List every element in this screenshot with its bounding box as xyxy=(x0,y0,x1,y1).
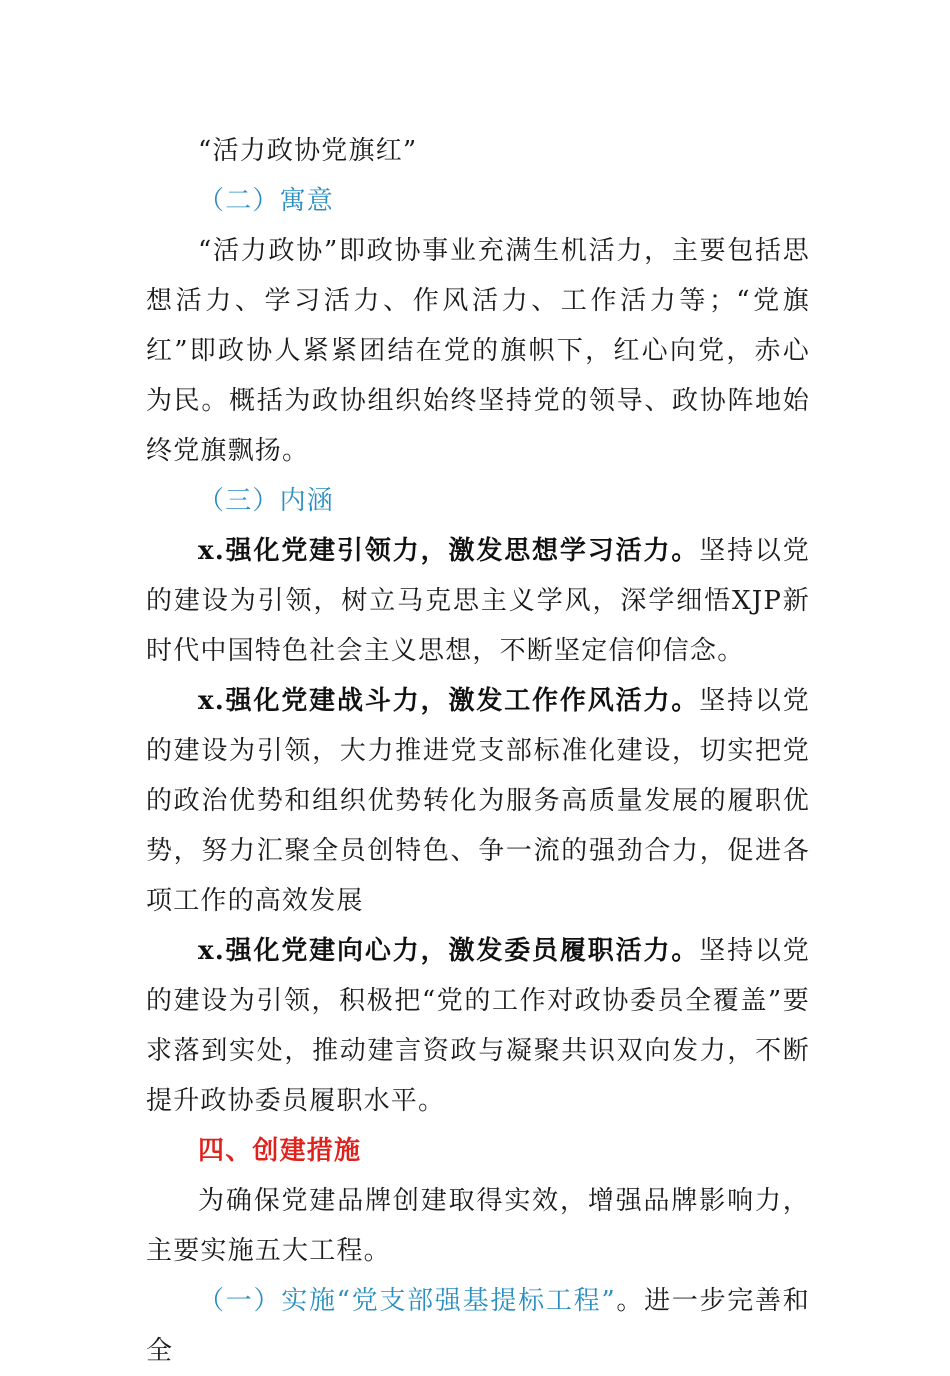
connotation-item-2-body: 坚持以党的建设为引领，大力推进党支部标准化建设，切实把党的政治优势和组织优势转化为服务高质量发展的履职优势，努力汇聚全员创特色、争一流的强劲合力，促进各项工作的高效发展 xyxy=(146,686,810,916)
section-heading-meaning: （二）寓意 xyxy=(198,186,335,216)
measures-intro-paragraph: 为确保党建品牌创建取得实效，增强品牌影响力，主要实施五大工程。 xyxy=(146,1186,810,1266)
section-heading-connotation: （三）内涵 xyxy=(198,486,335,516)
section-heading-measures: 四、创建措施 xyxy=(198,1136,362,1166)
connotation-item-3 xyxy=(146,926,810,1126)
connotation-item-1 xyxy=(146,526,810,676)
connotation-item-2-lead: x.强化党建战斗力，激发工作作风活力。 xyxy=(198,686,700,716)
connotation-item-1-lead: x.强化党建引领力，激发思想学习活力。 xyxy=(198,536,700,566)
measure-1-body: 。进一步完善和全 xyxy=(146,1286,810,1366)
measure-1-heading: （一）实施“党支部强基提标工程” xyxy=(198,1286,616,1316)
slogan-line: “活力政协党旗红” xyxy=(198,136,418,166)
document-content xyxy=(146,126,810,1376)
meaning-paragraph: “活力政协”即政协事业充满生机活力，主要包括思想活力、学习活力、作风活力、工作活力等；“党旗红”即政协人紧紧团结在党的旗帜下，红心向党，赤心为民。概括为政协组织始终坚持党的领导、政协阵地始终党旗飘扬。 xyxy=(146,236,810,466)
connotation-item-3-body: 坚持以党的建设为引领，积极把“党的工作对政协委员全覆盖”要求落到实处，推动建言资政与凝聚共识双向发力，不断提升政协委员履职水平。 xyxy=(146,936,810,1116)
measure-1-paragraph xyxy=(146,1276,810,1376)
connotation-item-2 xyxy=(146,676,810,926)
connotation-item-1-body: 坚持以党的建设为引领，树立马克思主义学风，深学细悟XJP新时代中国特色社会主义思想，不断坚定信仰信念。 xyxy=(146,536,810,666)
connotation-item-3-lead: x.强化党建向心力，激发委员履职活力。 xyxy=(198,936,700,966)
